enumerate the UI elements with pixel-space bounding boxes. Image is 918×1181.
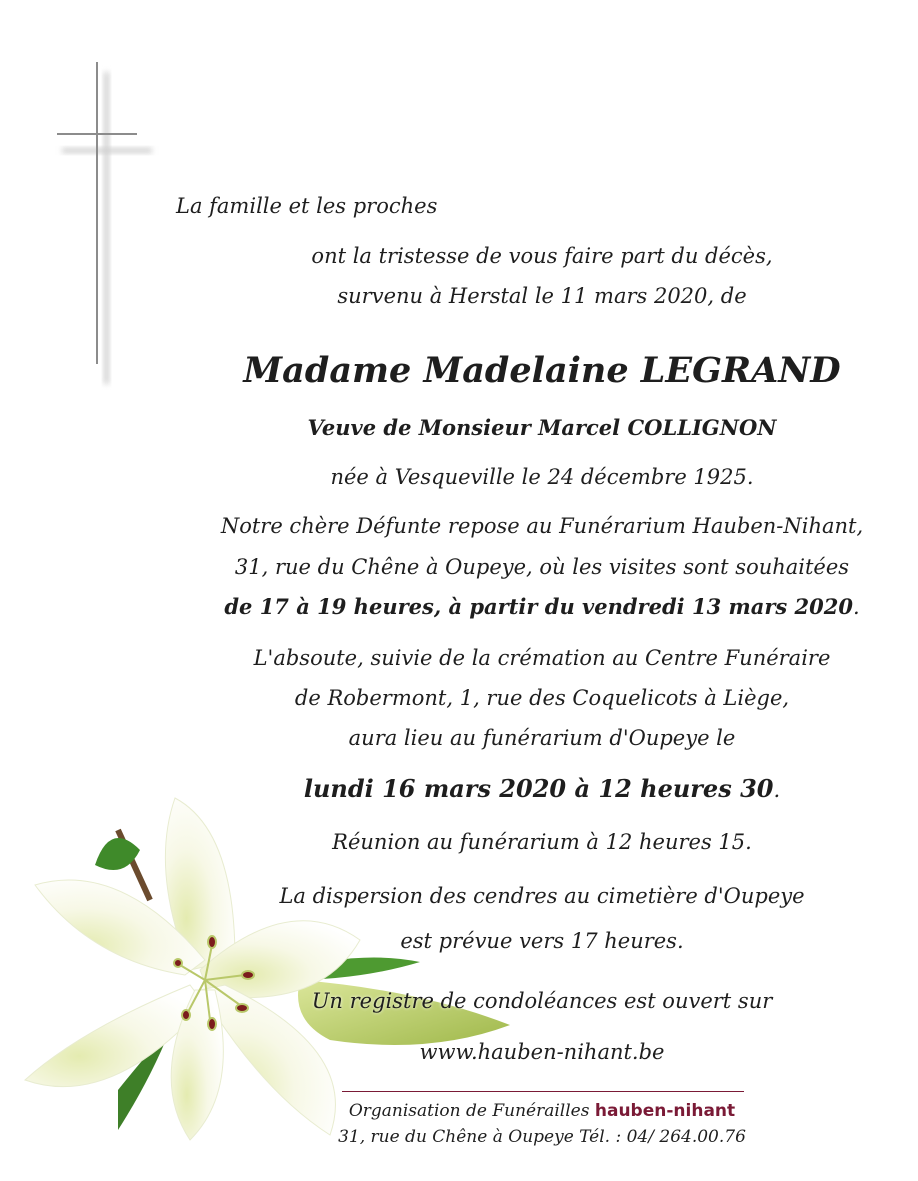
footer-org-label: Organisation de Funérailles [348,1101,590,1121]
dispersion-line-2: est prévue vers 17 heures. [400,929,684,953]
ceremony-line-3: aura lieu au funérarium d'Oupeye le [348,726,736,750]
widow-of: Veuve de Monsieur Marcel COLLIGNON [307,415,777,440]
announcement-line-1: ont la tristesse de vous faire part du décès, [311,244,773,268]
meeting-info: Réunion au funérarium à 12 heures 15. [332,830,752,854]
announcement-line-2: survenu à Herstal le 11 mars 2020, de [337,284,747,308]
ceremony-date-suffix: . [773,778,781,802]
ceremony-line-1: L'absoute, suivie de la crémation au Centre Funéraire [253,646,831,670]
visiting-hours-bold: de 17 à 19 heures, à partir du vendredi 13 mars 2020 [224,594,853,619]
ceremony-date [83,774,918,804]
rest-line-2: 31, rue du Chêne à Oupeye, où les visites sont souhaitées [234,555,850,579]
deceased-name: Madame Madelaine LEGRAND [243,350,841,391]
footer-divider [342,1091,744,1092]
website-link[interactable]: www.hauben-nihant.be [419,1040,665,1064]
footer-address: 31, rue du Chêne à Oupeye Tél. : 04/ 264.00.76 [338,1127,746,1147]
rest-line-1: Notre chère Défunte repose au Funérarium Hauben-Nihant, [220,514,864,538]
footer-organisation [83,1100,918,1122]
intro-text: La famille et les proches [176,194,438,218]
ceremony-line-2: de Robermont, 1, rue des Coquelicots à Liège, [294,686,790,710]
visiting-hours-suffix: . [852,595,860,619]
cross-icon [50,60,160,390]
birth-info: née à Vesqueville le 24 décembre 1925. [330,465,754,489]
dispersion-line-1: La dispersion des cendres au cimetière d'Oupeye [279,884,805,908]
brand-logo: hauben-nihant [594,1101,736,1121]
ceremony-date-bold: lundi 16 mars 2020 à 12 heures 30 [303,774,774,803]
visiting-hours [83,594,918,620]
register-info: Un registre de condoléances est ouvert sur [311,989,773,1013]
